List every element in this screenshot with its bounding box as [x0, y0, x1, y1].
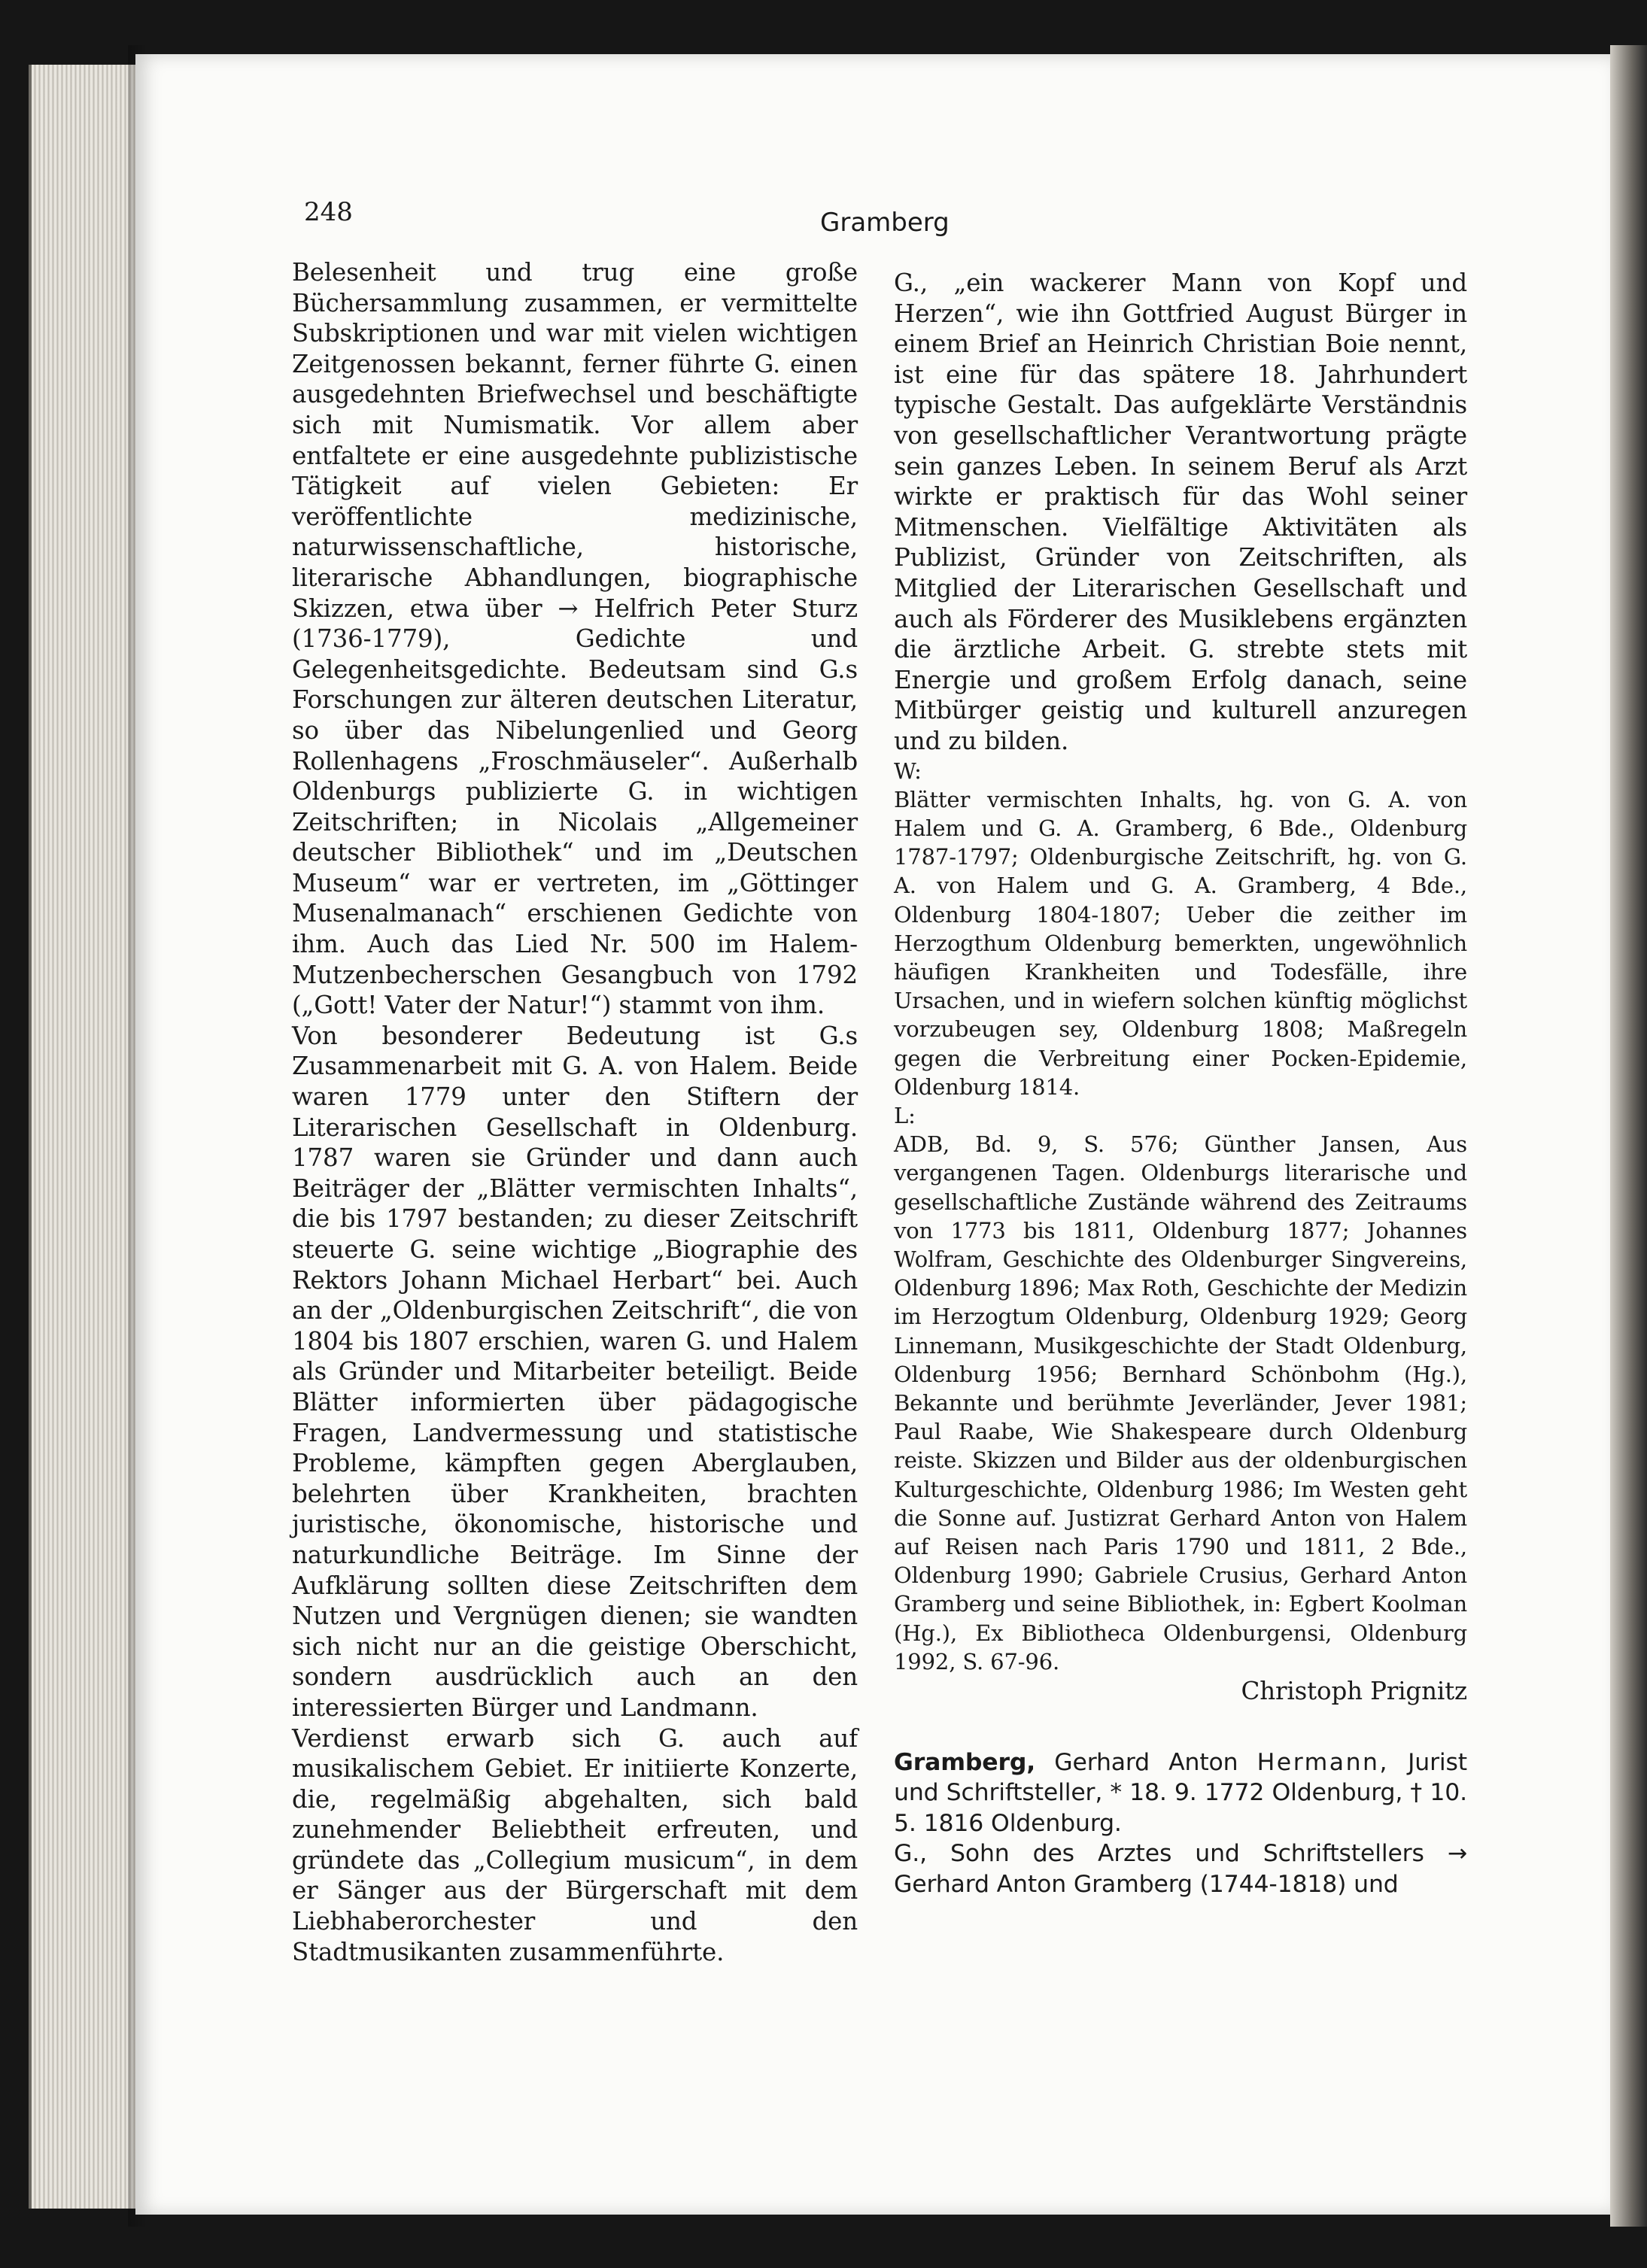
entry-heading — [894, 1747, 1467, 1839]
right-column — [894, 268, 1467, 1900]
paragraph: Von besonderer Bedeutung ist G.s Zusammenarbeit mit G. A. von Halem. Beide waren 1779 unter den Stiftern der Literarischen Gesellschaft in Oldenburg. 1787 waren sie Gründer und dann auch Beiträger der „Blätter vermischten Inhalts“, die bis 1797 bestanden; zu dieser Zeitschrift steuerte G. seine wichtige „Biographie des Rektors Johann Michael Herbart“ bei. Auch an der „Oldenburgischen Zeitschrift“, die von 1804 bis 1807 erschien, waren G. und Halem als Gründer und Mitarbeiter beteiligt. Beide Blätter informierten über pädagogische Fragen, Landvermessung und statistische Probleme, kämpften gegen Aberglauben, belehrten über Krankheiten, brachten juristische, ökonomische, historische und naturkundliche Beiträge. Im Sinne der Aufklärung sollten diese Zeitschriften dem Nutzen und Vergnügen dienen; sie wandten sich nicht nur an die geistige Oberschicht, sondern ausdrücklich auch an den interessierten Bürger und Landmann. — [292, 1021, 858, 1722]
entry-paragraph: G., Sohn des Arztes und Schriftstellers → Gerhard Anton Gramberg (1744-1818) und — [894, 1840, 1467, 1898]
running-head: Gramberg — [820, 208, 950, 238]
paragraph: Verdienst erwarb sich G. auch auf musikalischem Gebiet. Er initiierte Konzerte, die, regelmäßig abgehalten, sich bald zunehmender Beliebtheit erfreuten, und gründete das „Collegium musicum“, in dem er Sänger aus der Bürgerschaft mit dem Liebhaberorchester und den Stadtmusikanten zusammenführte. — [292, 1723, 858, 1966]
works-label: W: — [894, 758, 922, 784]
literature-list: ADB, Bd. 9, S. 576; Günther Jansen, Aus vergangenen Tagen. Oldenburgs literarische und gesellschaftliche Zustände während des Zeitraums von 1773 bis 1811, Oldenburg 1877; Johannes Wolfram, Geschichte des Oldenburger Singvereins, Oldenburg 1896; Max Roth, Geschichte der Medizin im Herzogtum Oldenburg, Oldenburg 1929; Georg Linnemann, Musikgeschichte der Stadt Oldenburg, Oldenburg 1956; Bernhard Schönbohm (Hg.), Bekannte und berühmte Jeverländer, Jever 1981; Paul Raabe, Wie Shakespeare durch Oldenburg reiste. Skizzen und Bilder aus der oldenburgischen Kulturgeschichte, Oldenburg 1986; Im Westen geht die Sonne auf. Justizrat Gerhard Anton von Halem auf Reisen nach Paris 1790 und 1811, 2 Bde., Oldenburg 1990; Gabriele Crusius, Gerhard Anton Gramberg und seine Bibliothek, in: Egbert Koolman (Hg.), Ex Bibliotheca Oldenburgensi, Oldenburg 1992, S. 67-96. — [894, 1131, 1467, 1674]
article-author: Christoph Prignitz — [1241, 1677, 1467, 1705]
works-list: Blätter vermischten Inhalts, hg. von G. A. von Halem und G. A. Gramberg, 6 Bde., Oldenburg 1787-1797; Oldenburgische Zeitschrift, hg. von G. A. von Halem und G. A. Gramberg, 4 Bde., Oldenburg 1804-1807; Ueber die zeither im Herzogthum Oldenburg bemerkten, ungewöhnlich häufigen Krankheiten und Todesfälle, ihre Ursachen, und in wiefern solchen künftig möglichst vorzubeugen sey, Oldenburg 1808; Maßregeln gegen die Verbreitung einer Pocken-Epidemie, Oldenburg 1814. — [894, 786, 1467, 1100]
entry-given-names: Gerhard Anton — [1054, 1748, 1238, 1776]
paragraph: Belesenheit und trug eine große Büchersammlung zusammen, er vermittelte Subskriptionen und war mit vielen wichtigen Zeitgenossen bekannt, ferner führte G. einen ausgedehnten Briefwechsel und beschäftigte sich mit Numismatik. Vor allem aber entfaltete er eine ausgedehnte publizistische Tätigkeit auf vielen Gebieten: Er veröffentlichte medizinische, naturwissenschaftliche, historische, literarische Abhandlungen, biographische Skizzen, etwa über → Helfrich Peter Sturz (1736-1779), Gedichte und Gelegenheitsgedichte. Bedeutsam sind G.s Forschungen zur älteren deutschen Literatur, so über das Nibelungenlied und Georg Rollenhagens „Froschmäuseler“. Außerhalb Oldenburgs publizierte G. in wichtigen Zeitschriften; in Nicolais „Allgemeiner deutscher Bibliothek“ und im „Deutschen Museum“ war er vertreten, im „Göttinger Musenalmanach“ erschienen Gedichte von ihm. Auch das Lied Nr. 500 im Halem-Mutzenbecherschen Gesangbuch von 1792 („Gott! Vater der Natur!“) stammt von ihm. — [292, 258, 858, 1020]
entry-description: Jurist und Schriftsteller, * 18. 9. 1772 Oldenburg, † 10. 5. 1816 Oldenburg. — [894, 1748, 1467, 1837]
literature-label: L: — [894, 1102, 916, 1128]
entry-separator — [894, 1707, 1467, 1747]
book-fore-edge — [1610, 45, 1647, 2227]
page-number: 248 — [304, 197, 353, 227]
entry-surname: Gramberg, — [894, 1748, 1036, 1776]
entry-given-name-spaced: Hermann, — [1257, 1748, 1390, 1776]
left-column — [292, 257, 858, 1967]
book-page-edges — [29, 65, 144, 2209]
paragraph: G., „ein wackerer Mann von Kopf und Herzen“, wie ihn Gottfried August Bürger in einem Brief an Heinrich Christian Boie nennt, ist eine für das spätere 18. Jahrhundert typische Gestalt. Das aufgeklärte Verständnis von gesellschaftlicher Verantwortung prägte sein ganzes Leben. In seinem Beruf als Arzt wirkte er praktisch für das Wohl seiner Mitmenschen. Vielfältige Aktivitäten als Publizist, Gründer von Zeitschriften, als Mitglied der Literarischen Gesellschaft und auch als Förderer des Musiklebens ergänzten die ärztliche Arbeit. G. strebte stets mit Energie und großem Erfolg danach, seine Mitbürger geistig und kulturell anzuregen und zu bilden. — [894, 269, 1467, 755]
